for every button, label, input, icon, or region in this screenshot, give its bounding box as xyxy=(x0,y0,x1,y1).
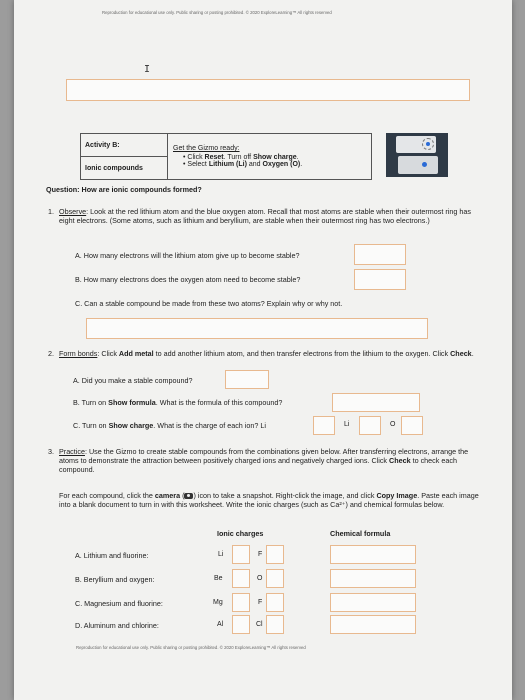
compound-c-formula-field[interactable] xyxy=(330,593,416,612)
oxygen-nucleus-icon xyxy=(426,142,430,146)
q1b-text: B. How many electrons does the oxygen atom need to become stable? xyxy=(75,275,301,284)
compound-b-label: B. Beryllium and oxygen: xyxy=(75,575,155,584)
compound-d-label: D. Aluminum and chlorine: xyxy=(75,621,159,630)
q1-number: 1. xyxy=(48,207,54,216)
q2b-answer-field[interactable] xyxy=(332,393,420,412)
compound-d-formula-field[interactable] xyxy=(330,615,416,634)
q2a-answer-field[interactable] xyxy=(225,370,269,389)
compound-c-charge-2-field[interactable] xyxy=(266,593,284,612)
q2c-li-charge-field-2[interactable] xyxy=(359,416,381,435)
compound-c-charge-1-field[interactable] xyxy=(232,593,250,612)
setup-step-2: • Select Lithium (Li) and Oxygen (O). xyxy=(183,161,303,168)
compound-d-charge-2-field[interactable] xyxy=(266,615,284,634)
question-heading: Question: How are ionic compounds formed? xyxy=(46,185,202,194)
compound-a-charge-1-field[interactable] xyxy=(232,545,250,564)
compound-d-symbol-2: Cl xyxy=(256,621,263,628)
compound-d-charge-1-field[interactable] xyxy=(232,615,250,634)
q1a-answer-field[interactable] xyxy=(354,244,406,265)
q2-text: Form bonds: Click Add metal to add another lithium atom, and then transfer electrons from the lithium to the oxygen. Click Check. xyxy=(59,349,474,358)
compound-b-symbol-1: Be xyxy=(214,575,223,582)
q2-number: 2. xyxy=(48,349,54,358)
q1-text: Observe: Look at the red lithium atom and the blue oxygen atom. Recall that most atoms are stable when their outermost ring has eight electrons. (Some atoms, such as lithium and beryllium, are stable when their outermost ring has two electrons.) xyxy=(59,207,471,225)
activity-subtitle: Ionic compounds xyxy=(81,157,168,180)
q2c-o-label: O xyxy=(390,421,396,428)
q2a-text: A. Did you make a stable compound? xyxy=(73,376,193,385)
compound-c-label: C. Magnesium and fluorine: xyxy=(75,599,163,608)
camera-icon xyxy=(184,493,193,499)
activity-instructions xyxy=(168,134,372,180)
compound-b-symbol-2: O xyxy=(257,575,263,582)
q1a-text: A. How many electrons will the lithium atom give up to become stable? xyxy=(75,251,300,260)
compound-a-symbol-2: F xyxy=(258,551,263,558)
get-ready-heading: Get the Gizmo ready: xyxy=(173,145,240,152)
ionic-charges-header: Ionic charges xyxy=(217,529,264,538)
compound-b-formula-field[interactable] xyxy=(330,569,416,588)
q2b-text: B. Turn on Show formula. What is the formula of this compound? xyxy=(73,398,283,407)
compound-c-symbol-1: Mg xyxy=(213,599,223,606)
footer-notice: Reproduction for educational use only. Public sharing or posting prohibited. © 2020 ExploreLearning™ All rights reserved xyxy=(76,645,306,650)
compound-a-charge-2-field[interactable] xyxy=(266,545,284,564)
chemical-formula-header: Chemical formula xyxy=(330,529,391,538)
compound-d-symbol-1: Al xyxy=(217,621,224,628)
compound-b-charge-2-field[interactable] xyxy=(266,569,284,588)
q1b-answer-field[interactable] xyxy=(354,269,406,290)
compound-a-formula-field[interactable] xyxy=(330,545,416,564)
q1c-answer-field[interactable] xyxy=(86,318,428,339)
header-notice: Reproduction for educational use only. Public sharing or posting prohibited. © 2020 ExploreLearning™ All rights reserved xyxy=(102,10,332,15)
q3-number: 3. xyxy=(48,447,54,456)
gizmo-screenshot xyxy=(386,133,448,177)
blue-dot-icon xyxy=(422,162,427,167)
q2c-li-label-2: Li xyxy=(344,421,350,428)
activity-table xyxy=(80,133,372,180)
text-cursor-icon: I xyxy=(144,64,151,75)
compound-b-charge-1-field[interactable] xyxy=(232,569,250,588)
compound-c-symbol-2: F xyxy=(258,599,263,606)
q3-text: Practice: Use the Gizmo to create stable compounds from the combinations given below. After transferring electrons, arrange the atoms to demonstrate the attraction between positively charged ions and negatively charged ions. Click Check to check each compound. xyxy=(59,447,469,474)
worksheet-page xyxy=(14,0,512,700)
activity-label: Activity B: xyxy=(81,134,168,157)
q1c-text: C. Can a stable compound be made from these two atoms? Explain why or why not. xyxy=(75,299,343,308)
setup-step-1: • Click Reset. Turn off Show charge. xyxy=(183,154,299,161)
compound-a-symbol-1: Li xyxy=(218,551,224,558)
q2c-o-charge-field[interactable] xyxy=(401,416,423,435)
q2c-text: C. Turn on Show charge. What is the charge of each ion? Li xyxy=(73,421,266,430)
compound-a-label: A. Lithium and fluorine: xyxy=(75,551,149,560)
gizmo-panel-bottom xyxy=(398,156,438,174)
top-answer-field[interactable] xyxy=(66,79,470,101)
q3-instructions: For each compound, click the camera ( ) icon to take a snapshot. Right-click the image, and click Copy Image. Paste each image into a blank document to turn in with this worksheet. Write the ionic charges (such as Ca²⁺) and chemical formulas below. xyxy=(59,491,479,509)
q2c-li-charge-field-1[interactable] xyxy=(313,416,335,435)
